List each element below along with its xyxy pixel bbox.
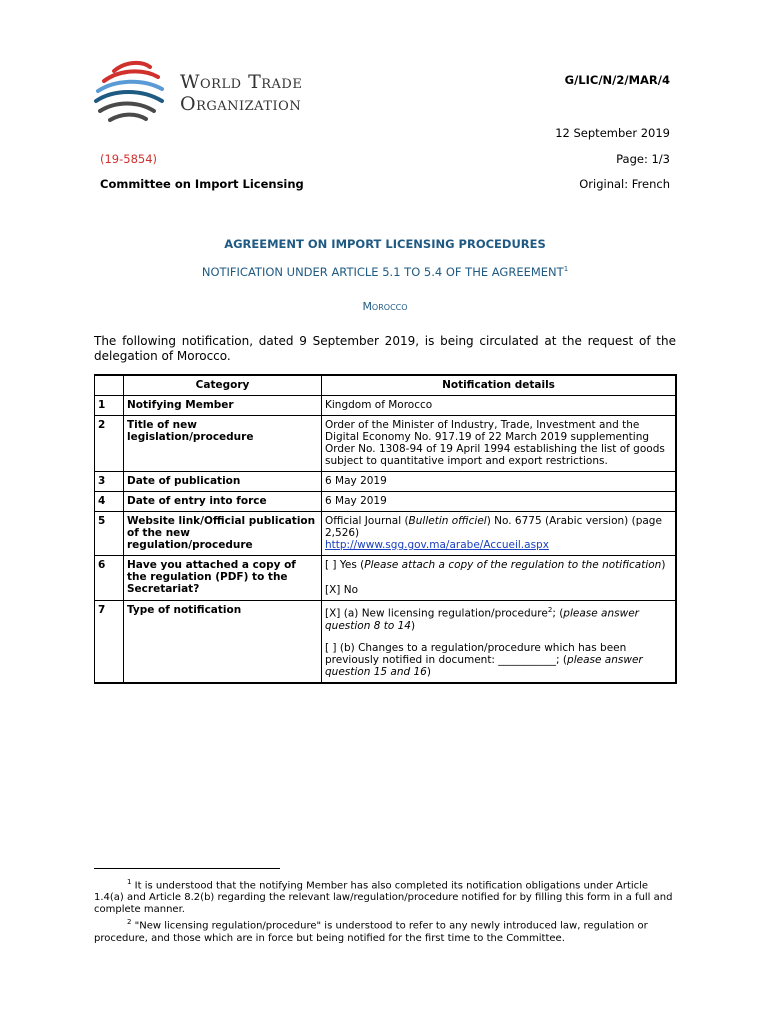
footnote-mark: 1 [127,878,132,886]
row-category: Type of notification [124,601,322,683]
header-num [95,375,124,396]
table-row [95,472,677,492]
page-number: Page: 1/3 [616,152,670,166]
row-category: Date of publication [124,472,322,492]
row-category: Title of new legislation/procedure [124,416,322,472]
notifying-member-heading: Morocco [362,300,408,313]
page-subtitle [94,265,676,279]
row-category: Date of entry into force [124,492,322,512]
option-italic: Please attach a copy of the regulation to the notification [364,559,662,571]
table-row [95,396,677,416]
row-details [322,512,677,556]
option-text: [ ] Yes ( [325,559,365,571]
option-italic: please answer question 15 and 16 [325,653,643,678]
row-details [322,601,677,683]
committee-name: Committee on Import Licensing [100,177,304,191]
option-b [325,642,672,678]
official-journal-link[interactable]: http://www.sgg.gov.ma/arabe/Accueil.aspx [325,539,549,551]
option-text: [X] (a) New licensing regulation/procedure [325,607,548,620]
row-number: 1 [95,396,124,416]
footnote-ref-2[interactable]: 2 [547,606,553,614]
row-category: Notifying Member [124,396,322,416]
option-text: ) [410,619,416,632]
document-reference: (19-5854) [100,152,158,166]
option-text: ) [426,665,431,678]
header-details: Notification details [322,375,677,396]
row-details: 6 May 2019 [322,472,677,492]
page-title: AGREEMENT ON IMPORT LICENSING PROCEDURES [224,237,546,251]
option-a [325,604,672,632]
subtitle-text: NOTIFICATION UNDER ARTICLE 5.1 TO 5.4 OF THE AGREEMENT [201,265,564,279]
wto-logo [92,57,342,129]
option-text: ) [661,559,666,571]
row-number: 3 [95,472,124,492]
table-row [95,492,677,512]
option-text: [ ] (b) Changes to a regulation/procedure which has been previously notified in document: ___________; ( [325,641,627,666]
logo-name-line1: World Trade [180,71,303,93]
footnote-separator [94,868,280,869]
details-text: Official Journal ( [325,515,409,527]
option-no: [X] No [325,584,359,596]
footnote-2 [94,916,676,944]
row-number: 2 [95,416,124,472]
wto-logo-mark [92,57,172,129]
original-language: Original: French [579,177,670,191]
table-row [95,416,677,472]
footnote-text: "New licensing regulation/procedure" is understood to refer to any newly introduced law, regulation or procedure, and those which are in force but being notified for the first time to the Committee. [94,920,648,944]
intro-paragraph: The following notification, dated 9 September 2019, is being circulated at the request of the delegation of Morocco. [94,334,676,363]
footnote-ref-1[interactable]: 1 [563,265,569,274]
option-yes [325,559,672,571]
table-row [95,601,677,683]
footnotes [94,876,676,945]
table-header-row [95,375,677,396]
table-row [95,512,677,556]
option-text: ; ( [552,607,564,620]
row-category: Website link/Official publication of the new regulation/procedure [124,512,322,556]
footnote-mark: 2 [127,918,132,927]
row-number: 6 [95,556,124,601]
table-row [95,556,677,601]
document-symbol: G/LIC/N/2/MAR/4 [564,73,670,87]
row-category: Have you attached a copy of the regulation (PDF) to the Secretariat? [124,556,322,601]
row-number: 5 [95,512,124,556]
details-italic: Bulletin officiel [408,515,487,527]
document-date: 12 September 2019 [555,126,670,140]
logo-name-line2: Organization [180,93,302,115]
row-details: Order of the Minister of Industry, Trade, Investment and the Digital Economy No. 917.19 of 22 March 2019 supplementing Order No. 1308-94 of 19 April 1994 establishing the list of goods subject to quantitative import and export restrictions. [322,416,677,472]
row-number: 4 [95,492,124,512]
option-italic: please answer question 8 to 14 [325,607,639,632]
row-number: 7 [95,601,124,683]
footnote-1 [94,876,676,916]
row-details: Kingdom of Morocco [322,396,677,416]
row-details: 6 May 2019 [322,492,677,512]
row-details [322,556,677,601]
footnote-text: It is understood that the notifying Member has also completed its notification obligations under Article 1.4(a) and Article 8.2(b) regarding the relevant law/regulation/procedure notified for by filling this form in a full and complete manner. [94,880,673,916]
header-category: Category [124,375,322,396]
details-text: ) No. 6775 (Arabic version) (page 2,526) [325,515,662,539]
notification-table [94,374,677,684]
